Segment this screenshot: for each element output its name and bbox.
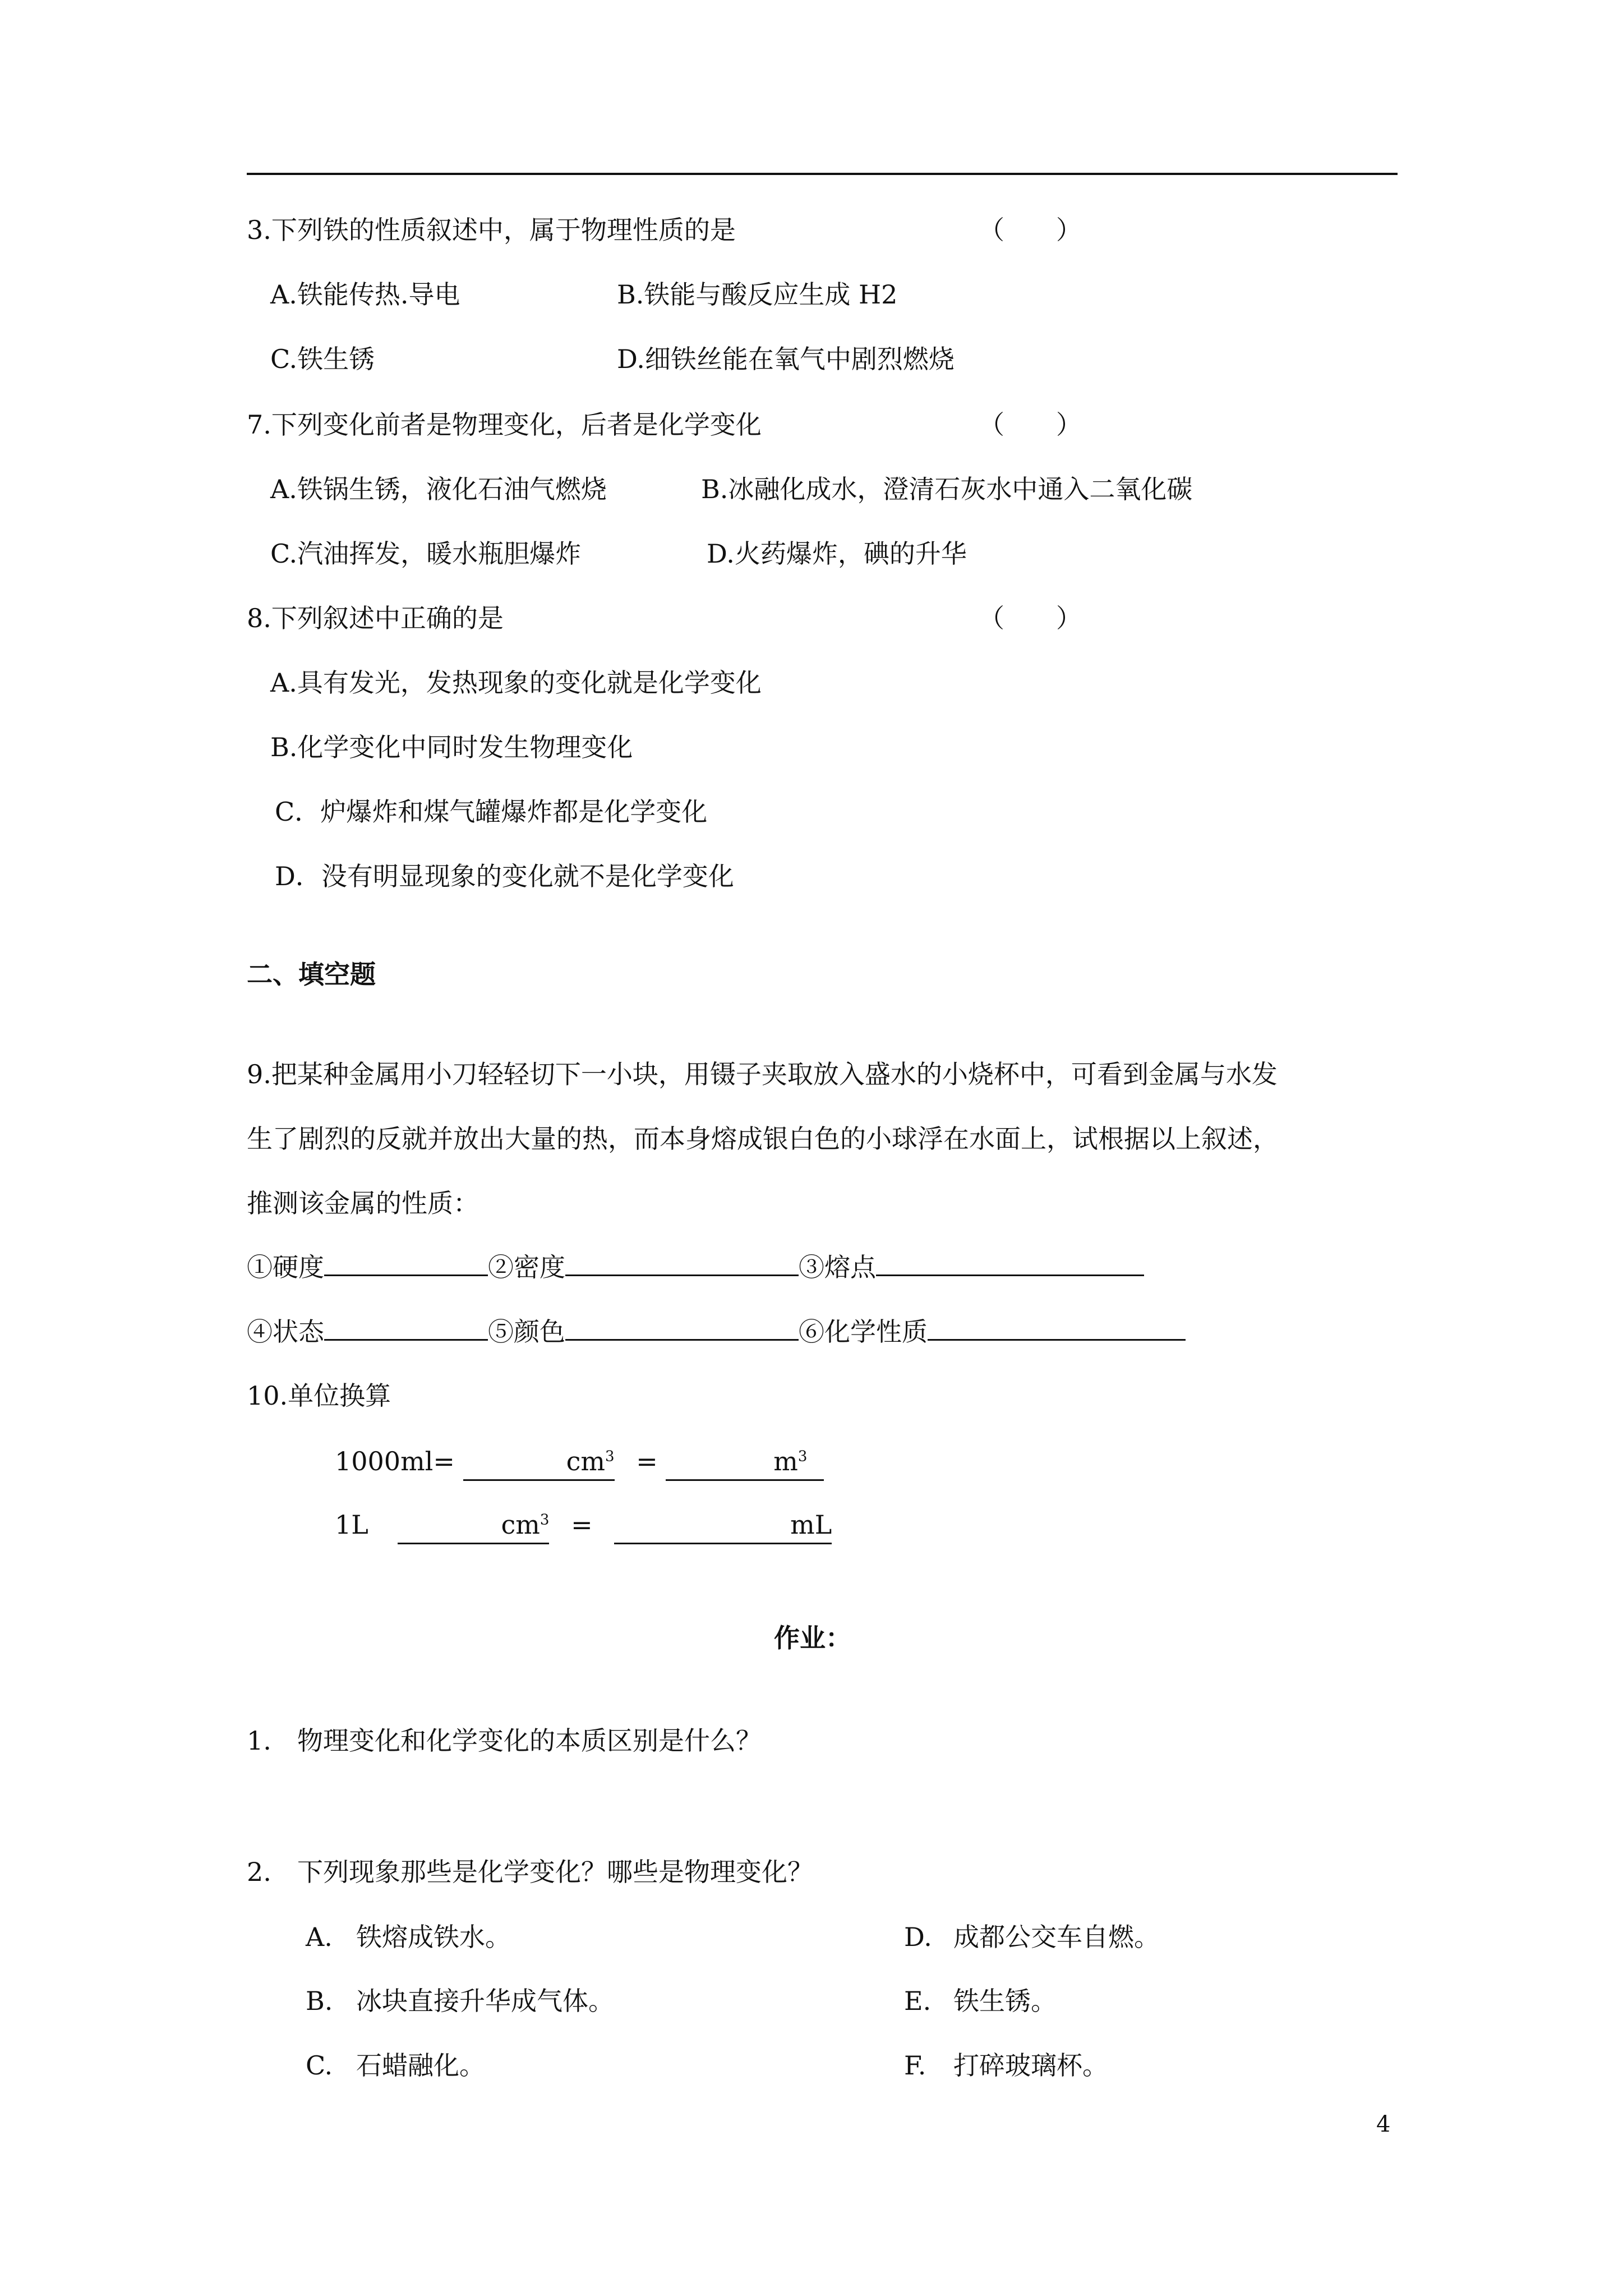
homework-item-a-label: A.: [306, 1922, 333, 1952]
q7-stem: 7.下列变化前者是物理变化，后者是化学变化: [247, 409, 762, 440]
homework-q1-text: 物理变化和化学变化的本质区别是什么？: [297, 1726, 762, 1756]
q8-option-c: C．炉爆炸和煤气罐爆炸都是化学变化: [275, 797, 708, 827]
q9-label-chemical-property: ⑥化学性质: [799, 1317, 928, 1347]
q3-option-c: C.铁生锈: [270, 344, 375, 374]
homework-item-e-label: E.: [904, 1986, 932, 2016]
q9-blank-melting-point[interactable]: [876, 1250, 1144, 1276]
q9-label-melting-point: ③熔点: [799, 1252, 876, 1282]
section-heading-fill-in: 二、填空题: [247, 959, 376, 990]
q8-stem: 8.下列叙述中正确的是: [247, 603, 504, 633]
homework-q2-number: 2.: [247, 1857, 271, 1887]
q10-r1-left: 1000ml=: [335, 1446, 455, 1476]
q9-label-hardness: ①硬度: [247, 1252, 324, 1282]
q7-bracket: （ ）: [979, 409, 1082, 440]
q8-option-d: D．没有明显现象的变化就不是化学变化: [275, 861, 734, 891]
page-number: 4: [1376, 2111, 1391, 2137]
q9-fill-row-2: [247, 1314, 1186, 1349]
q10-stem: 10.单位换算: [247, 1381, 391, 1411]
header-rule: [247, 173, 1398, 175]
q3-stem: 3.下列铁的性质叙述中，属于物理性质的是: [247, 215, 736, 245]
homework-q1-number: 1.: [247, 1726, 271, 1756]
q7-option-c: C.汽油挥发，暖水瓶胆爆炸: [270, 539, 582, 569]
q9-blank-color[interactable]: [565, 1314, 799, 1341]
homework-q2-text: 下列现象那些是化学变化？哪些是物理变化？: [297, 1857, 813, 1887]
q9-line-3: 推测该金属的性质：: [247, 1188, 479, 1218]
homework-item-a-text: 铁熔成铁水。: [356, 1922, 511, 1952]
homework-item-d-label: D.: [904, 1922, 932, 1952]
homework-item-b-text: 冰块直接升华成气体。: [356, 1986, 614, 2016]
homework-item-e-text: 铁生锈。: [953, 1986, 1057, 2016]
q9-label-density: ②密度: [488, 1252, 565, 1282]
q3-option-d: D.细铁丝能在氧气中剧烈燃烧: [617, 344, 955, 374]
q9-blank-density[interactable]: [565, 1250, 799, 1276]
q3-bracket: （ ）: [979, 215, 1082, 245]
q9-label-color: ⑤颜色: [488, 1317, 565, 1347]
q10-row-2: [335, 1508, 832, 1544]
q10-r2-equals: =: [571, 1510, 593, 1540]
q10-r1-blank-m3[interactable]: $m^3$: [666, 1444, 824, 1481]
q10-row-1: [335, 1444, 824, 1481]
q10-r2-blank-ml[interactable]: mL: [614, 1508, 832, 1544]
q8-bracket: （ ）: [979, 603, 1082, 633]
homework-item-f-text: 打碎玻璃杯。: [953, 2050, 1108, 2081]
homework-item-c-text: 石蜡融化。: [356, 2050, 485, 2081]
q9-line-1: 9.把某种金属用小刀轻轻切下一小块，用镊子夹取放入盛水的小烧杯中，可看到金属与水发: [247, 1059, 1278, 1089]
q10-r1-blank-cm3[interactable]: $cm^3$: [463, 1444, 615, 1481]
q9-blank-chemical-property[interactable]: [928, 1314, 1186, 1341]
homework-item-d-text: 成都公交车自燃。: [953, 1922, 1160, 1952]
q3-option-b: B.铁能与酸反应生成 H2: [617, 279, 898, 310]
q9-blank-hardness[interactable]: [324, 1250, 488, 1276]
q10-r2-left: 1L: [335, 1510, 368, 1540]
q9-label-state: ④状态: [247, 1317, 324, 1347]
homework-item-b-label: B.: [306, 1986, 333, 2016]
q7-option-b: B.冰融化成水，澄清石灰水中通入二氧化碳: [701, 474, 1193, 504]
q8-option-b: B.化学变化中同时发生物理变化: [270, 732, 633, 762]
q9-blank-state[interactable]: [324, 1314, 488, 1341]
homework-item-f-label: F.: [904, 2050, 926, 2081]
q7-option-d: D.火药爆炸，碘的升华: [707, 539, 967, 569]
q7-option-a: A.铁锅生锈，液化石油气燃烧: [270, 474, 607, 504]
q10-r1-equals: =: [636, 1446, 658, 1476]
homework-heading: 作业：: [774, 1623, 851, 1653]
homework-item-c-label: C.: [306, 2050, 333, 2081]
q9-line-2: 生了剧烈的反就并放出大量的热，而本身熔成银白色的小球浮在水面上，试根据以上叙述，: [247, 1124, 1279, 1154]
q9-fill-row-1: [247, 1250, 1144, 1284]
q8-option-a: A.具有发光，发热现象的变化就是化学变化: [270, 668, 762, 698]
q10-r2-blank-cm3[interactable]: $cm^3$: [398, 1508, 549, 1544]
q3-option-a: A.铁能传热.导电: [270, 279, 460, 310]
